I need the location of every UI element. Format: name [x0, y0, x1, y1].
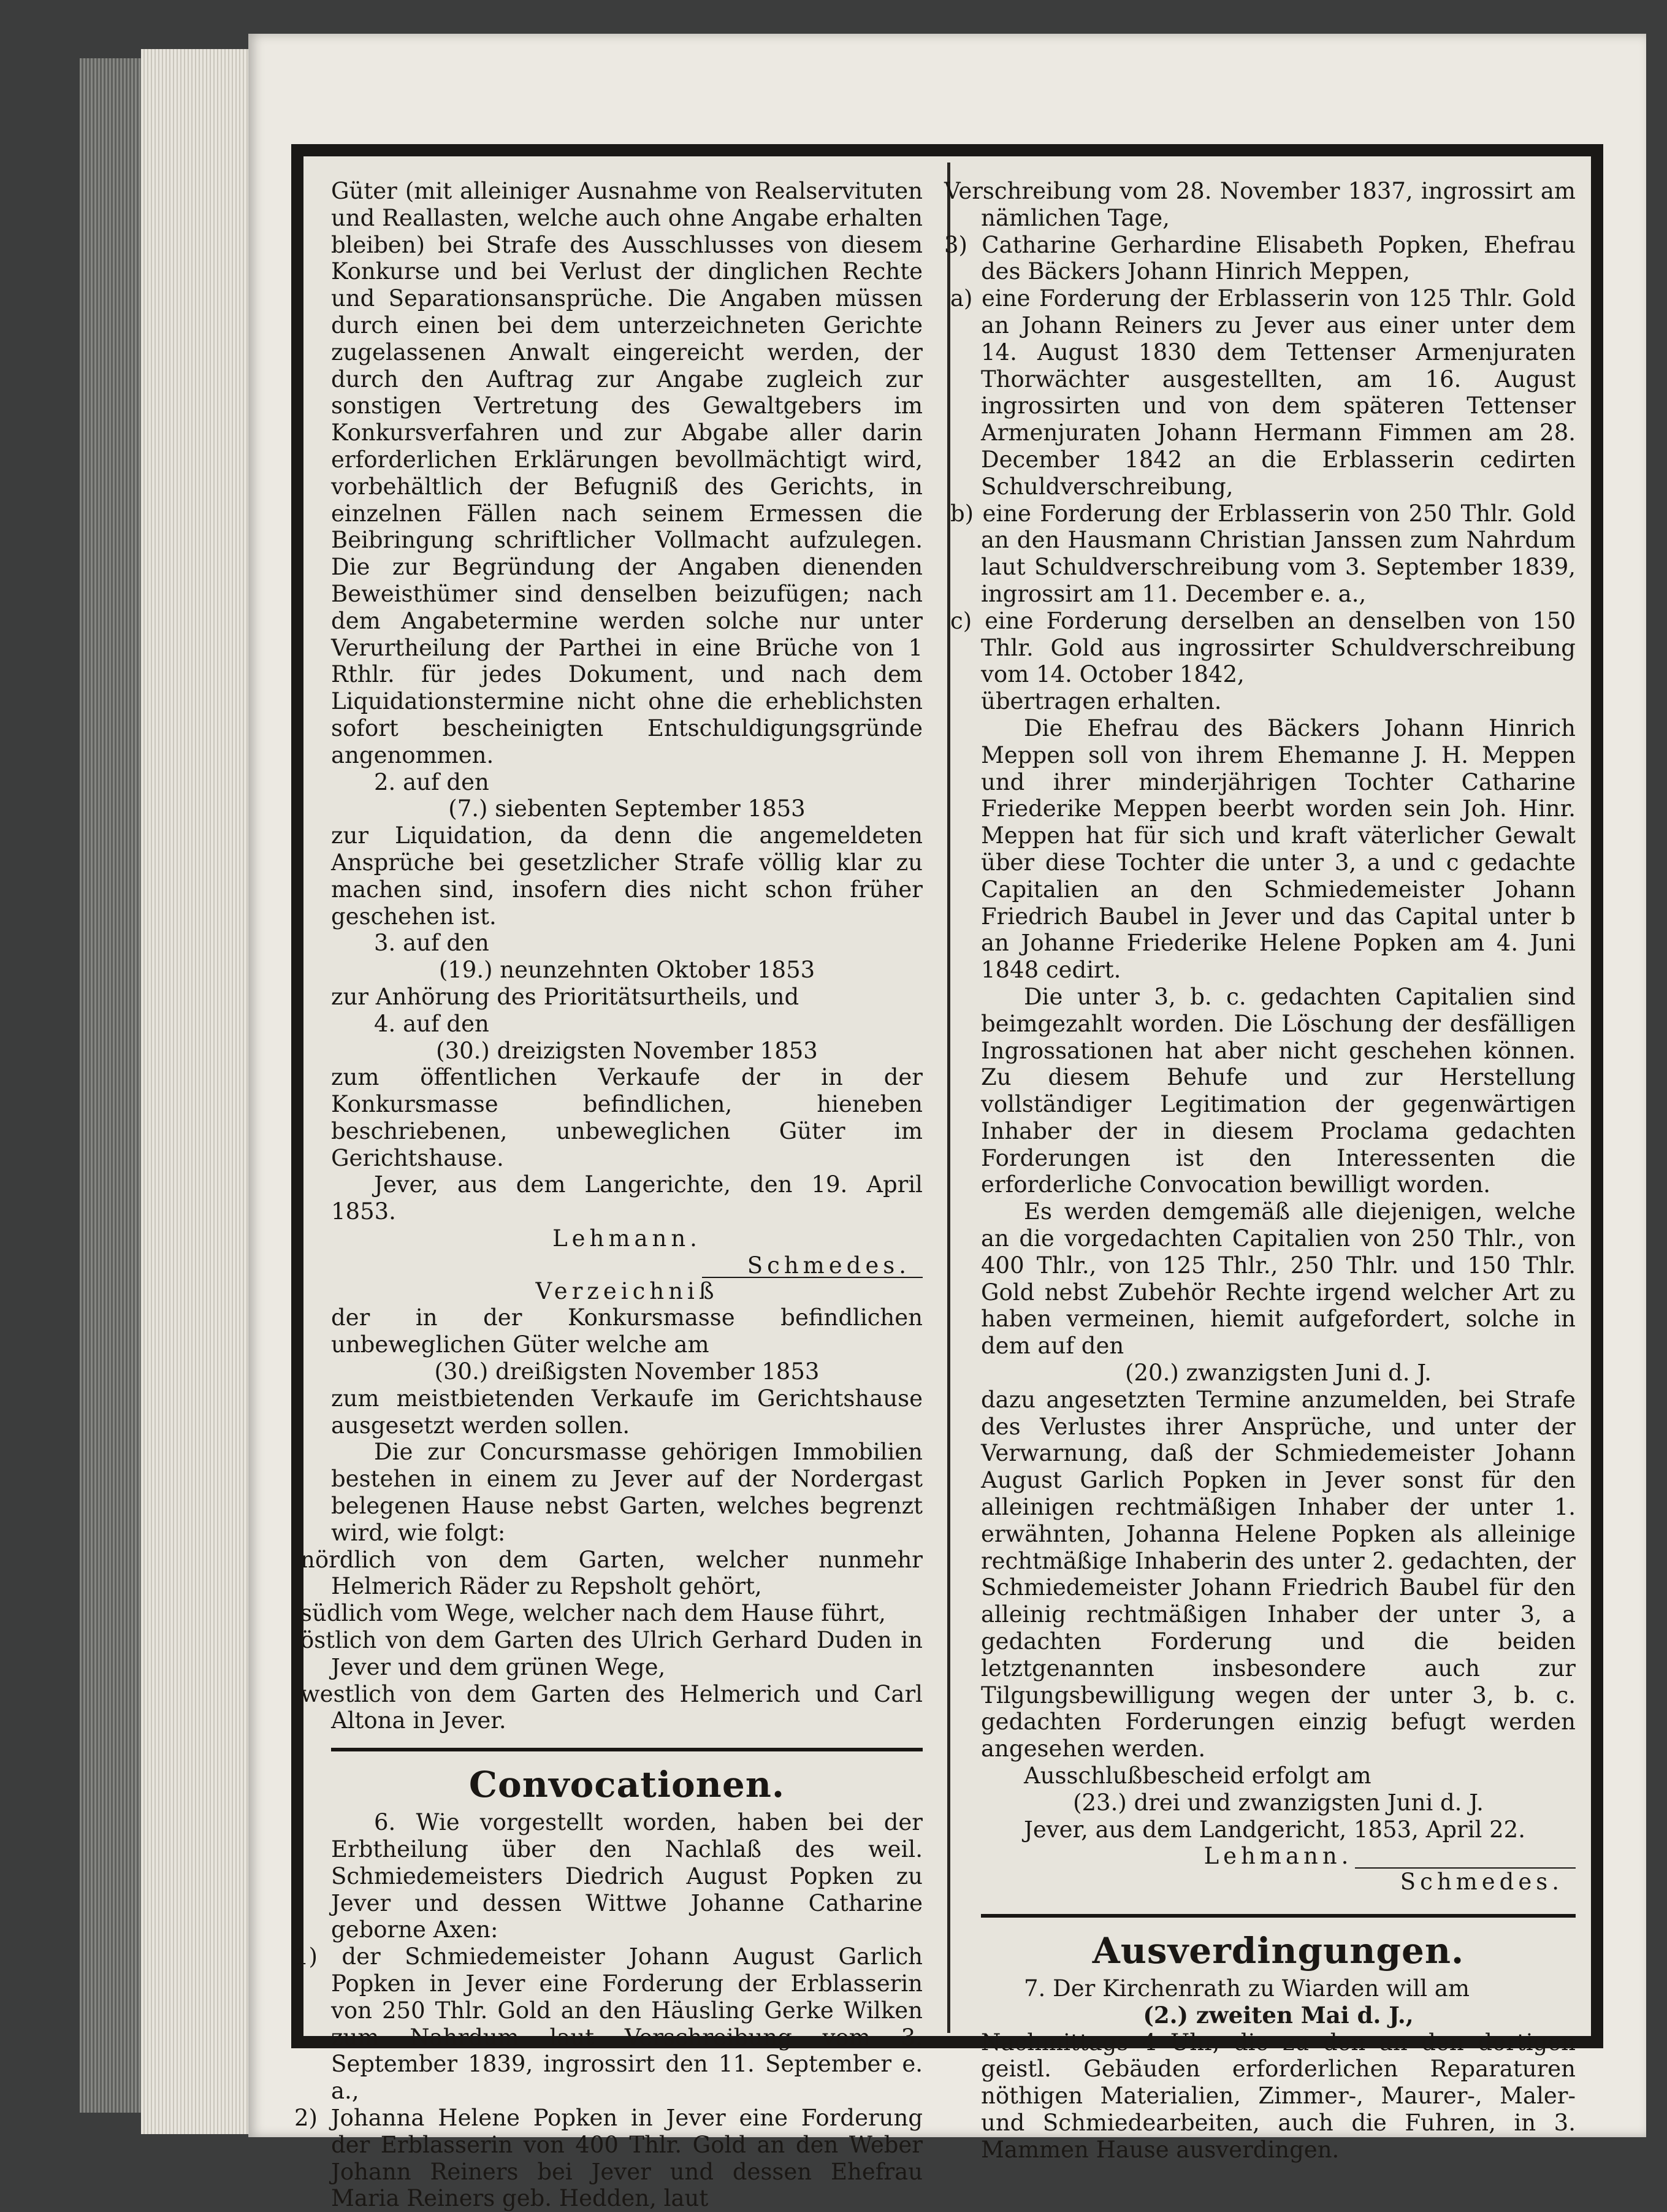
signature: Schmedes. — [1400, 1869, 1563, 1896]
section-heading: Convocationen. — [468, 1764, 785, 1806]
paragraph: Die zur Concursmasse gehörigen Immobilien bestehen in einem zu Jever auf der Nordergast belegenen Hause nebst Garten, welches begrenzt wird, wie folgt: — [331, 1439, 923, 1546]
page-stack-edge — [141, 49, 264, 2134]
paragraph: 7. Der Kirchenrath zu Wiarden will am — [1024, 1975, 1470, 2002]
list-item: 3) Catharine Gerhardine Elisabeth Popken, Ehefrau des Bäckers Johann Hinrich Meppen, — [944, 231, 1576, 285]
section-title: Verzeichniß — [535, 1277, 719, 1304]
paragraph: Verschreibung vom 28. November 1837, ingrossirt am nämlichen Tage, — [944, 178, 1576, 231]
list-item: 2. auf den — [374, 768, 489, 795]
list-item: 3. auf den — [374, 930, 489, 957]
sub-item: b) eine Forderung der Erblasserin von 250 Thlr. Gold an den Hausmann Christian Janssen zum Nahrdum laut Schuldverschreibung vom 3. September 1839, ingrossirt am 11. December e. a., — [950, 500, 1576, 607]
left-column — [294, 178, 923, 2212]
date-line: (30.) dreizigsten November 1853 — [436, 1037, 818, 1064]
boundary-item: südlich vom Wege, welcher nach dem Hause führt, — [300, 1600, 886, 1627]
paragraph: 6. Wie vorgestellt worden, haben bei der Erbtheilung über den Nachlaß des weil. Schmiedemeisters Diedrich August Popken zu Jever und dessen Wittwe Johanne Catharine geborne Axen: — [331, 1809, 923, 1943]
paragraph: zur Liquidation, da denn die angemeldeten Ansprüche bei gesetzlicher Strafe völlig klar zu machen sind, insofern dies nicht schon früher geschehen ist. — [331, 822, 923, 930]
heading-rule — [981, 1914, 1576, 1918]
date-line: (30.) dreißigsten November 1853 — [434, 1358, 820, 1385]
date-line: (7.) siebenten September 1853 — [448, 795, 806, 822]
right-column — [944, 178, 1576, 2164]
paragraph: Die unter 3, b. c. gedachten Capitalien sind beimgezahlt worden. Die Löschung der desfälligen Ingrossationen hat aber nicht geschehen können. Zu diesem Behufe und zur Herstellung vollständiger Legitimation der gegenwärtigen Inhaber der in diesem Proclama gedachten Forderungen ist den Interessenten die erforderliche Convocation bewilligt worden. — [981, 983, 1576, 1198]
paragraph: dazu angesetzten Termine anzumelden, bei Strafe des Verlustes ihrer Ansprüche, und unter der Verwarnung, daß der Schmiedemeister Johann August Garlich Popken in Jever sonst für den alleinigen rechtmäßigen Inhaber der unter 1. erwähnten, Johanna Helene Popken als alleinige rechtmäßige Inhaberin des unter 2. gedachten, der Schmiedemeister Johann Friedrich Baubel für den alleinig rechtmäßigen Inhaber der unter 3, a gedachten Forderung und die beiden letztgenannten insbesondere auch zur Tilgungsbewilligung wegen der unter 3, b. c. gedachten Forderungen einzig befugt werden angesehen werden. — [981, 1386, 1576, 1762]
paragraph: der in der Konkursmasse befindlichen unbeweglichen Güter welche am — [331, 1304, 923, 1358]
paragraph: zur Anhörung des Prioritätsurtheils, und — [331, 983, 799, 1010]
section-heading: Ausverdingungen. — [1092, 1930, 1465, 1972]
date-line: (23.) drei und zwanzigsten Juni d. J. — [1073, 1789, 1484, 1816]
signature: Schmedes. — [747, 1252, 910, 1279]
signature: Lehmann. — [1204, 1843, 1353, 1870]
date-line: (20.) zwanzigsten Juni d. J. — [1125, 1360, 1432, 1387]
place-date: Jever, aus dem Landgericht, 1853, April 22. — [1024, 1816, 1525, 1843]
list-item: 4. auf den — [374, 1010, 489, 1037]
date-line: (2.) zweiten Mai d. J., — [1143, 2001, 1414, 2029]
paragraph: Nachmittags 4 Uhr, die zu den an den dortigen geistl. Gebäuden erforderlichen Reparaturen nöthigen Materialien, Zimmer-, Maurer-, Maler- und Schmiedearbeiten, auch die Fuhren, in 3. Mammen Hause ausverdingen. — [981, 2029, 1576, 2163]
sub-item: a) eine Forderung der Erblasserin von 125 Thlr. Gold an Johann Reiners zu Jever aus einer unter dem 14. August 1830 dem Tettenser Armenjuraten Thorwächter ausgestellten, am 16. August ingrossirten und von dem späteren Tettenser Armenjuraten Johann Hermann Fimmen am 28. December 1842 an die Erblasserin cedirten Schuldverschreibung, — [950, 285, 1576, 500]
paragraph: zum meistbietenden Verkaufe im Gerichtshause ausgesetzt werden sollen. — [331, 1385, 923, 1439]
heading-rule — [331, 1748, 923, 1751]
boundary-item: westlich von dem Garten des Helmerich und Carl Altona in Jever. — [300, 1680, 923, 1734]
paragraph: Es werden demgemäß alle diejenigen, welche an die vorgedachten Capitalien von 250 Thlr., von 400 Thlr., von 125 Thlr., 250 Thlr. und 150 Thlr. Gold nebst Zubehör Rechte irgend welcher Art zu haben vermeinen, hiemit aufgefordert, solche in dem auf den — [981, 1198, 1576, 1360]
list-item: 2) Johanna Helene Popken in Jever eine Forderung der Erblasserin von 400 Thlr. Gold an den Weber Johann Reiners bei Jever und dessen Ehefrau Maria Reiners geb. Hedden, laut — [294, 2104, 923, 2212]
date-line: (19.) neunzehnten Oktober 1853 — [438, 957, 815, 984]
sub-item: c) eine Forderung derselben an denselben von 150 Thlr. Gold aus ingrossirter Schuldverschreibung vom 14. October 1842, — [950, 607, 1576, 688]
signature: Lehmann. — [552, 1225, 701, 1252]
list-item: 1) der Schmiedemeister Johann August Garlich Popken in Jever eine Forderung der Erblasserin von 250 Thlr. Gold an den Häusling Gerke Wilken zum Nahrdum laut Verschreibung vom 3. September 1839, ingrossirt den 11. September e. a., — [294, 1943, 923, 2105]
column-divider — [947, 163, 950, 2033]
boundary-item: nördlich von dem Garten, welcher nunmehr Helmerich Räder zu Repsholt gehört, — [300, 1546, 923, 1600]
boundary-item: östlich von dem Garten des Ulrich Gerhard Duden in Jever und dem grünen Wege, — [300, 1627, 923, 1680]
paragraph: Die Ehefrau des Bäckers Johann Hinrich Meppen soll von ihrem Ehemanne J. H. Meppen und ihrer minderjährigen Tochter Catharine Friederike Meppen beerbt worden sein Joh. Hinr. Meppen hat für sich und kraft väterlicher Gewalt über diese Tochter die unter 3, a und c gedachte Capitalien an den Schmiedemeister Johann Friedrich Baubel in Jever und das Capital unter b an Johanne Friederike Helene Popken am 4. Juni 1848 cedirt. — [981, 714, 1576, 984]
paragraph: Ausschlußbescheid erfolgt am — [1024, 1762, 1371, 1789]
paragraph: Güter (mit alleiniger Ausnahme von Realservituten und Reallasten, welche auch ohne Angabe erhalten bleiben) bei Strafe des Ausschlusses von diesem Konkurse und bei Verlust der dinglichen Rechte und Separationsansprüche. Die Angaben müssen durch einen bei dem unterzeichneten Gerichte zugelassenen Anwalt eingereicht werden, der durch den Auftrag zur Angabe zugleich zur sonstigen Vertretung des Gewaltgebers im Konkursverfahren und zur Abgabe aller darin erforderlichen Erklärungen bevollmächtigt wird, vorbehältlich der Befugniß des Gerichts, in einzelnen Fällen nach seinem Ermessen die Beibringung schriftlicher Vollmacht aufzulegen. Die zur Begründung der Angaben dienenden Beweisthümer sind denselben beizufügen; nach dem Angabetermine werden solche nur unter Verurtheilung der Parthei in eine Brüche von 1 Rthlr. für jedes Dokument, und nach dem Liquidationstermine nicht ohne die erheblichsten sofort bescheinigten Entschuldigungsgründe angenommen. — [331, 178, 923, 768]
place-date: Jever, aus dem Langerichte, den 19. April 1853. — [331, 1171, 923, 1225]
paragraph: zum öffentlichen Verkaufe der in der Konkursmasse befindlichen, hieneben beschriebenen, unbeweglichen Güter im Gerichtshause. — [331, 1064, 923, 1171]
paragraph: übertragen erhalten. — [981, 688, 1222, 715]
